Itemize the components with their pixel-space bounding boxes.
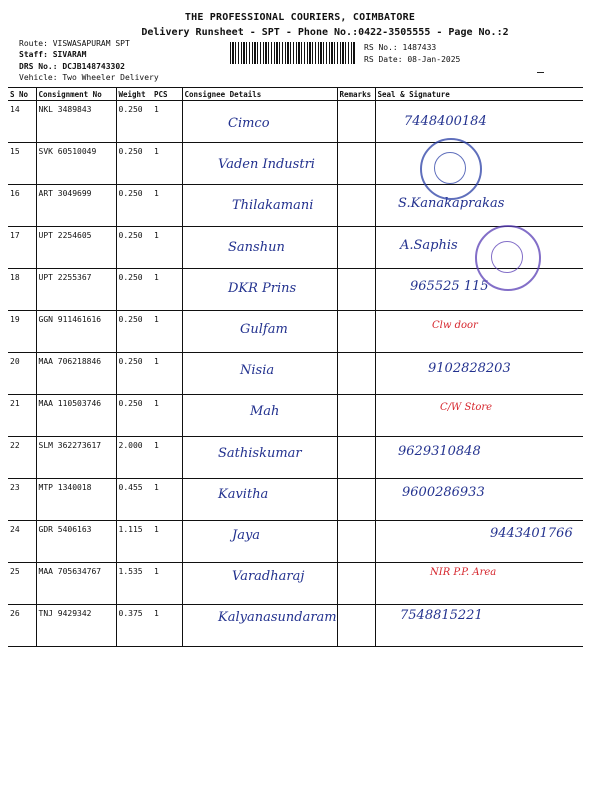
row-sno: 15 — [8, 143, 36, 185]
row-pcs: 1 — [152, 101, 182, 143]
handwritten-signature: 965525 115 — [410, 278, 489, 294]
row-remarks-cell — [337, 143, 375, 185]
runsheet-title: Delivery Runsheet - SPT - Phone No.:0422-3505555 - Page No.:2 — [141, 27, 509, 38]
handwritten-signature: 9443401766 — [490, 526, 573, 541]
handwritten-consignee: Vaden Industri — [218, 157, 315, 173]
row-sno: 16 — [8, 185, 36, 227]
handwritten-consignee: Jaya — [232, 528, 261, 543]
row-pcs: 1 — [152, 353, 182, 395]
route-label: Route: VISWASAPURAM SPT — [19, 39, 130, 48]
row-sno: 17 — [8, 227, 36, 269]
row-sno: 25 — [8, 563, 36, 605]
table-header-row — [8, 88, 583, 101]
handwritten-consignee: DKR Prins — [228, 280, 297, 296]
company-title: THE PROFESSIONAL COURIERS, COIMBATORE — [184, 12, 416, 23]
row-signature-cell — [375, 395, 583, 437]
row-pcs: 1 — [152, 227, 182, 269]
row-weight: 2.000 — [116, 437, 152, 479]
col-consignee: Consignee Details — [182, 88, 337, 101]
row-weight: 0.250 — [116, 185, 152, 227]
row-consignment-no: TNJ 9429342 — [36, 605, 116, 647]
row-remarks-cell — [337, 311, 375, 353]
row-weight: 0.250 — [116, 353, 152, 395]
handwritten-signature: NIR P.P. Area — [430, 567, 497, 579]
row-sno: 24 — [8, 521, 36, 563]
row-consignment-no: MTP 1340018 — [36, 479, 116, 521]
row-sno: 21 — [8, 395, 36, 437]
col-pcs: PCS — [152, 88, 182, 101]
row-weight: 0.455 — [116, 479, 152, 521]
handwritten-consignee: Mah — [250, 404, 280, 420]
col-remarks: Remarks — [337, 88, 375, 101]
row-pcs: 1 — [152, 143, 182, 185]
handwritten-signature: S.Kanakaprakas — [398, 196, 505, 212]
row-consignment-no: ART 3049699 — [36, 185, 116, 227]
handwritten-signature: 7548815221 — [400, 608, 483, 624]
row-remarks-cell — [337, 185, 375, 227]
row-remarks-cell — [337, 521, 375, 563]
row-weight: 0.250 — [116, 227, 152, 269]
round-seal-stamp — [475, 225, 541, 291]
row-weight: 0.250 — [116, 143, 152, 185]
handwritten-signature: 9102828203 — [428, 361, 511, 377]
row-remarks-cell — [337, 101, 375, 143]
row-consignment-no: MAA 705634767 — [36, 563, 116, 605]
handwritten-consignee: Varadharaj — [232, 569, 305, 585]
row-sno: 14 — [8, 101, 36, 143]
row-pcs: 1 — [152, 311, 182, 353]
row-remarks-cell — [337, 479, 375, 521]
col-signature: Seal & Signature — [375, 88, 583, 101]
row-consignment-no: GGN 911461616 — [36, 311, 116, 353]
row-consignment-no: GDR 5406163 — [36, 521, 116, 563]
row-consignment-no: NKL 3489843 — [36, 101, 116, 143]
drs-number: DRS No.: DCJB148743302 — [19, 62, 125, 71]
row-pcs: 1 — [152, 605, 182, 647]
divider-mark — [537, 72, 544, 73]
row-pcs: 1 — [152, 437, 182, 479]
col-consignment: Consignment No — [36, 88, 116, 101]
table-row — [8, 311, 583, 353]
table-row — [8, 395, 583, 437]
row-weight: 1.115 — [116, 521, 152, 563]
row-sno: 20 — [8, 353, 36, 395]
row-remarks-cell — [337, 605, 375, 647]
row-weight: 0.250 — [116, 269, 152, 311]
row-consignment-no: UPT 2254605 — [36, 227, 116, 269]
row-sno: 18 — [8, 269, 36, 311]
row-pcs: 1 — [152, 185, 182, 227]
handwritten-signature: Clw door — [432, 320, 478, 331]
row-weight: 0.250 — [116, 311, 152, 353]
rs-number: RS No.: 1487433 — [364, 43, 437, 52]
row-sno: 19 — [8, 311, 36, 353]
handwritten-signature: 7448400184 — [404, 114, 487, 129]
row-pcs: 1 — [152, 479, 182, 521]
handwritten-consignee: Nisia — [240, 363, 275, 379]
row-consignment-no: MAA 706218846 — [36, 353, 116, 395]
rs-date: RS Date: 08-Jan-2025 — [364, 55, 461, 64]
row-remarks-cell — [337, 395, 375, 437]
table-row — [8, 479, 583, 521]
company-seal-stamp — [420, 138, 482, 200]
row-weight: 1.535 — [116, 563, 152, 605]
row-consignment-no: MAA 110503746 — [36, 395, 116, 437]
row-consignment-no: UPT 2255367 — [36, 269, 116, 311]
handwritten-signature: C/W Store — [440, 402, 493, 414]
handwritten-signature: 9600286933 — [402, 484, 485, 500]
row-signature-cell — [375, 311, 583, 353]
handwritten-consignee: Gulfam — [240, 322, 288, 337]
row-pcs: 1 — [152, 521, 182, 563]
row-weight: 0.375 — [116, 605, 152, 647]
staff-label: Staff: SIVARAM — [19, 50, 87, 59]
handwritten-consignee: Kavitha — [218, 486, 269, 502]
handwritten-consignee: Cimco — [228, 116, 270, 131]
row-consignment-no: SLM 362273617 — [36, 437, 116, 479]
row-remarks-cell — [337, 269, 375, 311]
row-pcs: 1 — [152, 563, 182, 605]
col-sno: S No — [8, 88, 36, 101]
barcode — [230, 42, 355, 64]
handwritten-signature: A.Saphis — [400, 237, 458, 253]
row-remarks-cell — [337, 437, 375, 479]
row-weight: 0.250 — [116, 395, 152, 437]
row-consignment-no: SVK 60510049 — [36, 143, 116, 185]
handwritten-consignee: Sathiskumar — [218, 445, 302, 461]
vehicle-label: Vehicle: Two Wheeler Delivery — [19, 73, 159, 82]
row-remarks-cell — [337, 353, 375, 395]
col-weight: Weight — [116, 88, 152, 101]
handwritten-consignee: Kalyanasundaram — [218, 610, 337, 626]
handwritten-signature: 9629310848 — [398, 443, 481, 459]
row-sno: 22 — [8, 437, 36, 479]
row-pcs: 1 — [152, 395, 182, 437]
table-row — [8, 101, 583, 143]
handwritten-consignee: Sanshun — [228, 239, 285, 255]
row-weight: 0.250 — [116, 101, 152, 143]
row-remarks-cell — [337, 563, 375, 605]
row-pcs: 1 — [152, 269, 182, 311]
row-sno: 23 — [8, 479, 36, 521]
handwritten-consignee: Thilakamani — [232, 198, 314, 214]
row-sno: 26 — [8, 605, 36, 647]
row-remarks-cell — [337, 227, 375, 269]
